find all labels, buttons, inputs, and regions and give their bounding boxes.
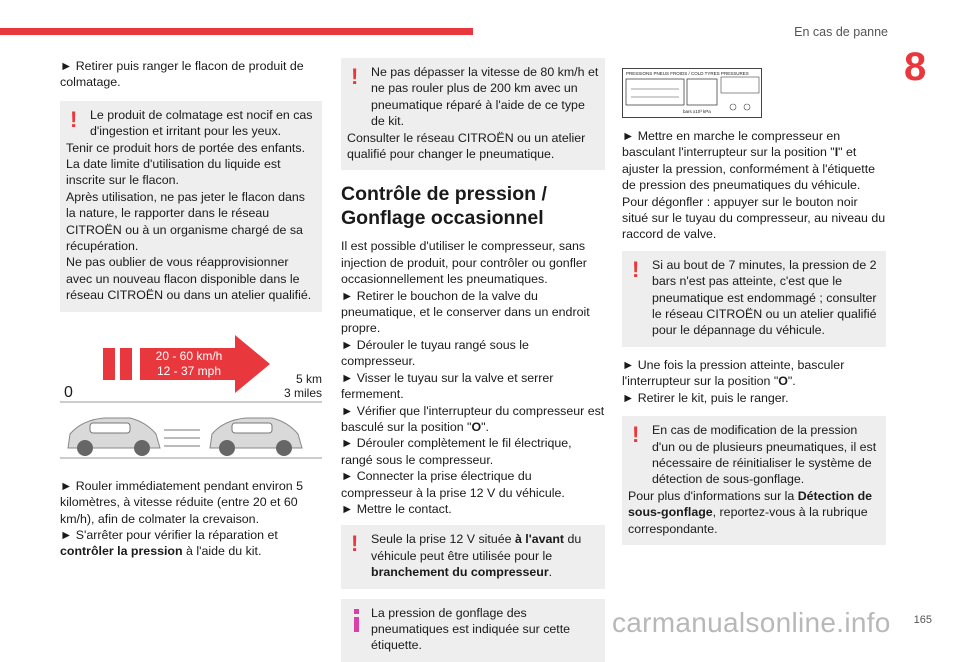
intro-text: Il est possible d'utiliser le compresseur, sans injection de produit, pour contrôler ou gonfler occasionnellement les pneumatiques. — [341, 239, 587, 287]
warning-box-speed — [341, 58, 605, 170]
text-span: Seule la prise 12 V située — [371, 532, 515, 547]
column-2 — [341, 58, 605, 662]
warning-text: Le produit de colmatage est nocif en cas d'ingestion et irritant pour les yeux. — [90, 107, 313, 139]
step-start-compressor — [622, 128, 886, 243]
header-accent-bar — [0, 28, 473, 35]
warning-text — [628, 488, 880, 537]
text-span: du véhicule peut être utilisée pour le — [371, 532, 582, 563]
step-remove-kit: ► Retirer le kit, puis le ranger. — [622, 390, 789, 405]
section-title: En cas de panne — [794, 25, 888, 39]
bold-text: à l'avant — [514, 532, 565, 547]
step-switch-off — [622, 357, 886, 390]
step-check-switch — [341, 403, 605, 436]
bold-text: I — [834, 145, 839, 160]
warning-text: Après utilisation, ne pas jeter le flacon dans la nature, le rapporter dans le réseau CITROËN ou à un organisme chargé de sa récupération. — [66, 189, 306, 254]
text-span: , reportez-vous à la rubrique correspondante. — [628, 505, 868, 536]
bold-text: contrôler la pression — [60, 544, 183, 559]
instruction-remove-flask: ► Retirer puis ranger le flacon de produit de colmatage. — [60, 59, 304, 90]
bold-text: branchement du compresseur — [371, 565, 549, 580]
warning-box-reset — [622, 416, 886, 545]
info-icon — [354, 609, 359, 633]
warning-text: Ne pas dépasser la vitesse de 80 km/h et ne pas rouler plus de 200 km avec un pneumatique réparé à l'aide de ce type de kit. — [371, 65, 599, 129]
step-remove-cap: ► Retirer le bouchon de la valve du pneumatique, et le conserver dans un endroit propre. — [341, 288, 590, 336]
warning-text: Si au bout de 7 minutes, la pression de 2 bars n'est pas atteinte, c'est que le pneumatique est endommagé ; consulter le réseau CITROËN ou un atelier qualifié pour le dépannage du véhicule. — [652, 257, 877, 338]
exclamation-icon: ! — [351, 64, 359, 89]
text-span: ". — [787, 374, 796, 389]
column-1 — [60, 58, 322, 560]
distance-start-label: 0 — [64, 383, 73, 401]
info-box-label — [341, 599, 605, 662]
text-span: à l'aide du kit. — [182, 544, 262, 559]
text-span: ► Mettre en marche le compresseur en basculant l'interrupteur sur la position " — [622, 129, 841, 160]
warning-box-seven-minutes — [622, 251, 886, 347]
speed-kmh-label: 20 - 60 km/h — [155, 348, 223, 363]
speed-mph-label: 12 - 37 mph — [156, 363, 222, 378]
text-span: ► Une fois la pression atteinte, basculer l'interrupteur sur la position " — [622, 357, 845, 389]
bold-text: Détection de sous-gonflage — [628, 488, 873, 520]
instruction-drive: ► Rouler immédiatement pendant environ 5 kilomètres, à vitesse réduite (entre 20 et 60 km/h), afin de colmater la crevaison. — [60, 478, 303, 526]
exclamation-icon: ! — [70, 106, 78, 132]
column-3 — [622, 58, 886, 545]
distance-miles-label: 3 miles — [283, 385, 322, 400]
page-number: 165 — [913, 614, 932, 626]
step-unroll-hose: ► Dérouler le tuyau rangé sous le compresseur. — [341, 337, 529, 369]
text-span: ► Vérifier que l'interrupteur du compresseur est basculé sur la position " — [341, 403, 605, 434]
warning-text: Consulter le réseau CITROËN ou un atelier qualifié pour changer le pneumatique. — [347, 130, 586, 162]
exclamation-icon: ! — [632, 422, 640, 448]
warning-box-socket — [341, 525, 605, 588]
bold-text: O — [778, 374, 788, 389]
distance-km-label: 5 km — [295, 371, 322, 386]
text-span: " et ajuster la pression, conformément à l'étiquette de pression des pneumatiques du véhicule. Pour dégonfler : appuyer sur le bouton noir situé sur le tuyau du compresseur, au niveau du raccord de valve. — [622, 145, 886, 242]
warning-text: Ne pas oublier de vous réapprovisionner avec un nouveau flacon disponible dans le réseau CITROËN ou dans un atelier qualifié. — [66, 255, 312, 303]
warning-box-sealant — [60, 101, 322, 312]
instruction-stop-check — [60, 527, 322, 560]
bold-text: O — [471, 419, 482, 434]
label-title: PRESSIONS PNEUS FROIDS / COLD TYRES PRESSURES — [626, 71, 749, 76]
info-text: La pression de gonflage des pneumatiques est indiquée sur cette étiquette. — [371, 605, 571, 653]
warning-text: En cas de modification de la pression d'un ou de plusieurs pneumatiques, il est nécessaire de réinitialiser le système de détection de sous-gonflage. — [652, 423, 877, 487]
driving-illustration — [60, 330, 322, 470]
step-ignition: ► Mettre le contact. — [341, 501, 452, 516]
warning-text: La date limite d'utilisation du liquide est inscrite sur le flacon. — [66, 157, 281, 188]
text-span: . — [548, 565, 553, 580]
step-unroll-cable: ► Dérouler complètement le fil électrique, rangé sous le compresseur. — [341, 436, 572, 467]
text-span: Pour plus d'informations sur la — [628, 488, 798, 503]
exclamation-icon: ! — [351, 531, 359, 557]
warning-text — [347, 531, 599, 580]
section-heading: Contrôle de pression / Gonflage occasionnel — [341, 183, 547, 230]
label-units: bars x10³ kPa — [683, 109, 711, 114]
chapter-number: 8 — [904, 45, 927, 89]
text-span: ". — [481, 419, 489, 434]
text-span: ► S'arrêter pour vérifier la réparation et — [60, 527, 278, 542]
tyre-pressure-label-image — [622, 68, 762, 118]
step-connect-plug: ► Connecter la prise électrique du compresseur à la prise 12 V du véhicule. — [341, 469, 565, 500]
step-screw-hose: ► Visser le tuyau sur la valve et serrer fermement. — [341, 370, 554, 402]
exclamation-icon: ! — [632, 256, 640, 282]
watermark: carmanualsonline.info — [612, 607, 891, 638]
warning-text: Tenir ce produit hors de portée des enfants. — [66, 140, 306, 155]
